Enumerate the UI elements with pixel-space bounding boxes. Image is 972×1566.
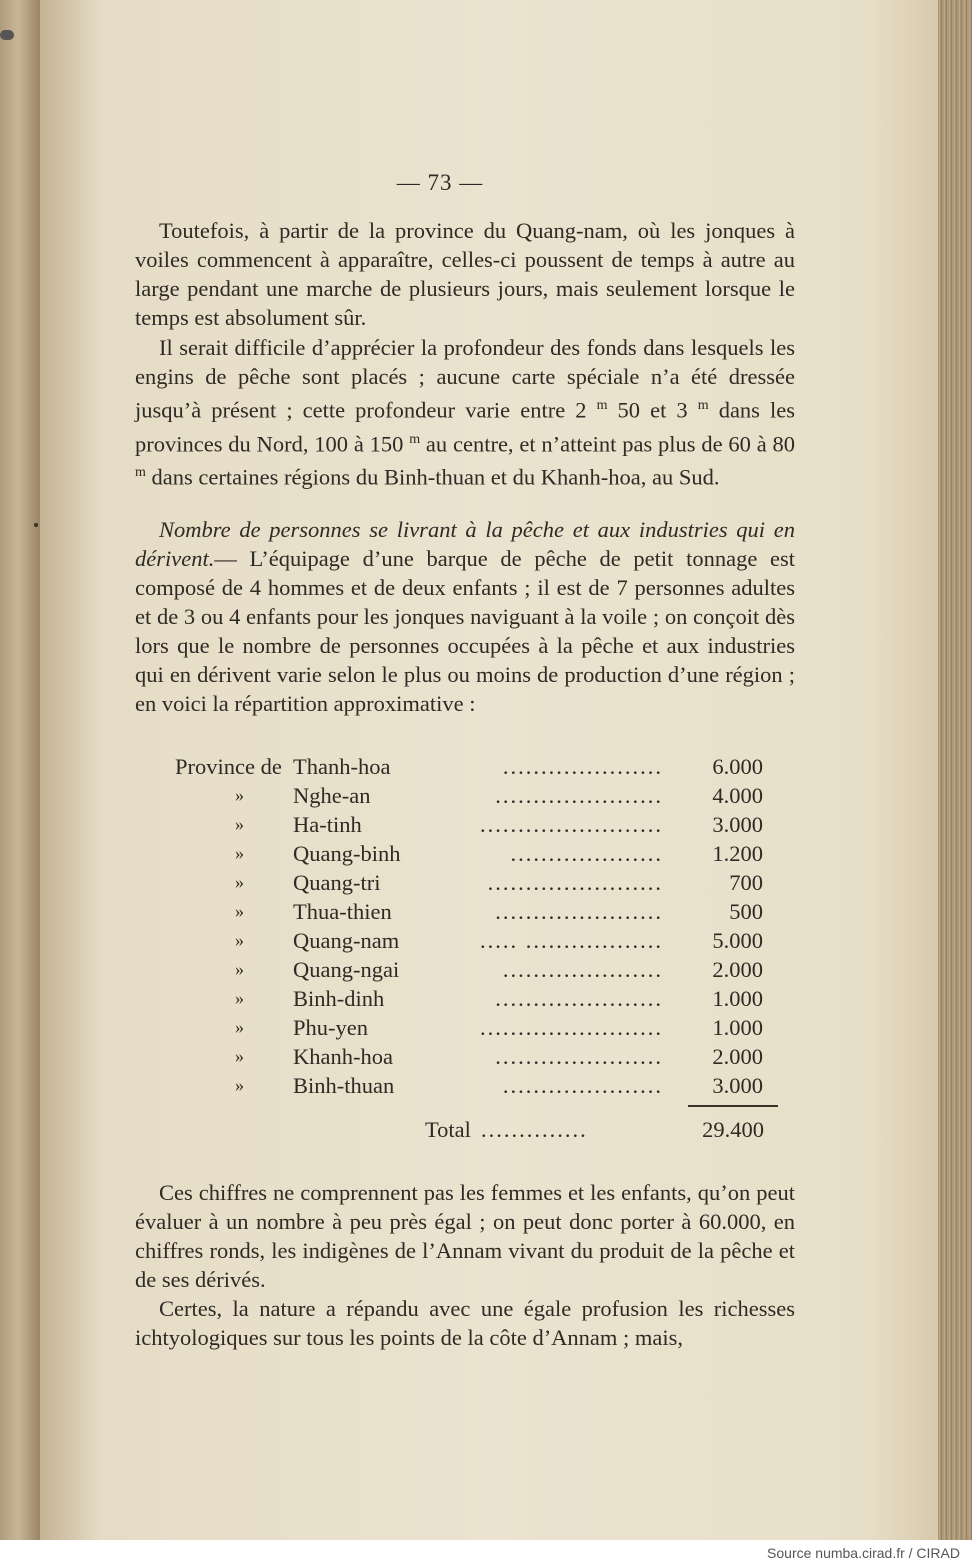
- total-value: 29.400: [702, 1117, 764, 1142]
- dot-leader: ......................: [495, 899, 663, 924]
- ditto-mark: »: [235, 1046, 244, 1066]
- paragraph-2-text-e: dans certaines régions du Binh-thuan et du Khanh-hoa, au Sud.: [145, 464, 720, 490]
- paragraph-2: [135, 333, 795, 492]
- source-credit: Source numba.cirad.fr / CIRAD: [767, 1545, 960, 1561]
- total-label: Total: [425, 1117, 471, 1142]
- table-row: [175, 839, 775, 868]
- ditto-mark: »: [235, 959, 244, 979]
- ditto-mark: »: [235, 930, 244, 950]
- count-value: 1.000: [712, 986, 763, 1011]
- dot-leader: .......................: [487, 870, 663, 895]
- province-name: Phu-yen: [293, 1015, 368, 1040]
- province-name: Thua-thien: [293, 899, 392, 924]
- fishermen-by-province-table: [175, 752, 775, 1100]
- table-row: [175, 781, 775, 810]
- total-rule-line: [688, 1105, 778, 1107]
- paragraph-1: Toutefois, à partir de la province du Quang-nam, où les jonques à voiles commencent à apparaître, celles-ci poussent de temps à autre au large pendant une marche de plusieurs jours, mais seulement lorsque le temps est absolument sûr.: [135, 218, 795, 330]
- ditto-mark: »: [235, 785, 244, 805]
- table-row: [175, 955, 775, 984]
- dot-leader: .....................: [502, 957, 663, 982]
- ditto-mark: »: [235, 901, 244, 921]
- paragraph-2-text-d: au centre, et n’atteint pas plus de 60 à 80: [420, 431, 796, 456]
- table-row: [175, 926, 775, 955]
- paragraph-5: Certes, la nature a répandu avec une égale profusion les richesses ichtyologiques sur tous les points de la côte d’Annam ; mais,: [135, 1296, 795, 1350]
- section-heading-italic: Nombre de personnes se livrant à la pêche et aux industries qui en dérivent.: [135, 517, 795, 571]
- province-label: Province de: [175, 754, 282, 779]
- dot-leader: ..... ..................: [480, 928, 663, 953]
- count-value: 3.000: [712, 812, 763, 837]
- count-value: 1.200: [712, 841, 763, 866]
- table-row: [175, 984, 775, 1013]
- count-value: 700: [729, 870, 763, 895]
- table-row: [175, 810, 775, 839]
- page-number: — 73 —: [396, 170, 484, 195]
- dot-leader: ......................: [495, 783, 663, 808]
- province-name: Ha-tinh: [293, 812, 362, 837]
- dot-leader: ....................: [510, 841, 663, 866]
- count-value: 5.000: [712, 928, 763, 953]
- dot-leader: ........................: [480, 1015, 663, 1040]
- province-name: Binh-thuan: [293, 1073, 395, 1098]
- total-row: [425, 1115, 776, 1144]
- ditto-mark: »: [235, 1075, 244, 1095]
- paragraph-4: Ces chiffres ne comprennent pas les femmes et les enfants, qu’on peut évaluer à un nombre à peu près égal ; on peut donc porter à 60.000, en chiffres ronds, les indigènes de l’Annam vivant du produit de la pêche et de ses dérivés.: [135, 1180, 795, 1292]
- province-name: Quang-tri: [293, 870, 381, 895]
- dot-leader: ..............: [481, 1117, 588, 1142]
- table-row: [175, 868, 775, 897]
- unit-superscript: m: [697, 398, 709, 413]
- count-value: 2.000: [712, 1044, 763, 1069]
- count-value: 6.000: [712, 754, 763, 779]
- paragraph-3-text: — L’équipage d’une barque de pêche de petit tonnage est composé de 4 hommes et de deux enfants ; il est de 7 personnes adultes et de 3 ou 4 enfants pour les jonques naviguant à la voile ; on conçoit dès lors que le nombre de personnes occupées à la pêche et aux industries qui en dérivent varie selon le plus ou moins de production d’une région ; en voici la répartition approximative :: [135, 546, 795, 716]
- ditto-mark: »: [235, 843, 244, 863]
- dot-leader: .....................: [502, 754, 663, 779]
- province-name: Quang-binh: [293, 841, 401, 866]
- paragraph-3: [135, 515, 795, 718]
- left-page-edge: [0, 0, 40, 1540]
- count-value: 2.000: [712, 957, 763, 982]
- dot-leader: .....................: [502, 1073, 663, 1098]
- count-value: 500: [729, 899, 763, 924]
- province-name: Quang-nam: [293, 928, 400, 953]
- province-name: Thanh-hoa: [293, 754, 391, 779]
- binding-mark: [0, 30, 14, 40]
- ditto-mark: »: [235, 988, 244, 1008]
- unit-superscript: m: [596, 398, 608, 413]
- image-footer: [0, 1540, 972, 1566]
- province-name: Binh-dinh: [293, 986, 385, 1011]
- dot-leader: ......................: [495, 986, 663, 1011]
- table-row: [175, 897, 775, 926]
- paragraph-2-text-c: dans les provinces du Nord, 100 à 150: [135, 397, 795, 456]
- table-row: [175, 1042, 775, 1071]
- province-name: Quang-ngai: [293, 957, 400, 982]
- province-name: Nghe-an: [293, 783, 371, 808]
- page-stack-edge: [938, 0, 972, 1540]
- province-name: Khanh-hoa: [293, 1044, 393, 1069]
- unit-superscript: m: [135, 465, 146, 480]
- paragraph-2-text-a: Il serait difficile d’apprécier la profondeur des fonds dans lesquels les engins de pêche sont placés ; aucune carte spéciale n’a été dressée jusqu’à présent ; cette profondeur varie entre 2: [135, 335, 795, 423]
- count-value: 4.000: [712, 783, 763, 808]
- margin-speck: [34, 523, 38, 527]
- table-row: [175, 752, 775, 781]
- count-value: 1.000: [712, 1015, 763, 1040]
- dot-leader: ........................: [480, 812, 663, 837]
- unit-superscript: m: [409, 431, 421, 447]
- ditto-mark: »: [235, 872, 244, 892]
- count-value: 3.000: [712, 1073, 763, 1098]
- table-row: [175, 1013, 775, 1042]
- paragraph-2-text-b: 50 et 3: [607, 397, 698, 423]
- dot-leader: ......................: [495, 1044, 663, 1069]
- table-row: [175, 1071, 775, 1100]
- ditto-mark: »: [235, 1017, 244, 1037]
- ditto-mark: »: [235, 814, 244, 834]
